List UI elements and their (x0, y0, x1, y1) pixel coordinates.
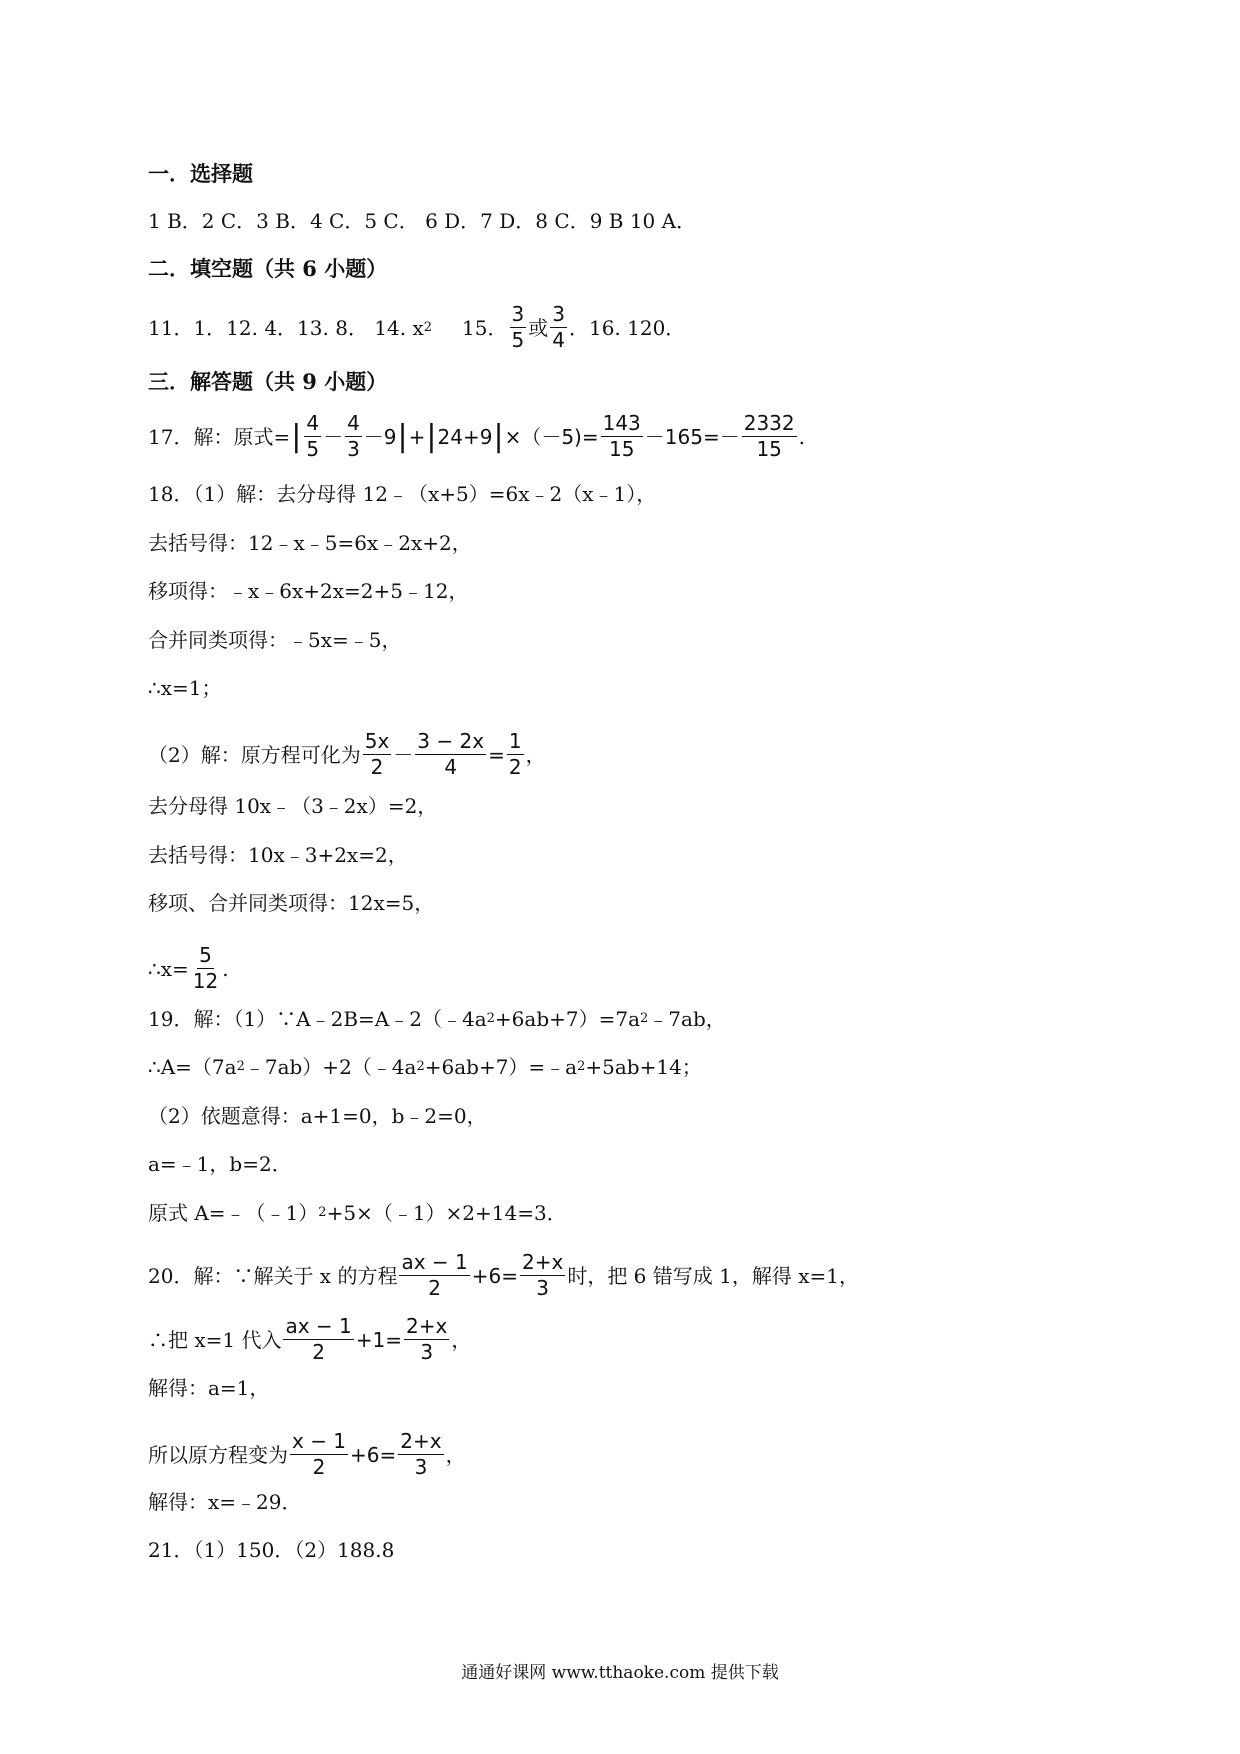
fraction: $\frac{1}{2}$ (508, 729, 522, 779)
abs-bar: | (291, 418, 302, 454)
q19-line-5: 原式 A=﹣（﹣1） 2 +5×（﹣1）×2+14=3． (148, 1201, 567, 1225)
q19-line-1: 19．解：（1）∵A﹣2B=A﹣2（﹣4a 2 +6ab+7）=7a 2 ﹣7ab， (148, 1007, 726, 1031)
q19-line-2: ∴A=（7a 2 ﹣7ab）+2（﹣4a 2 +6ab+7）=﹣a 2 +5ab+14； (148, 1055, 702, 1079)
section3-title: 三．解答题（共 9 小题） (148, 369, 388, 394)
q20-line-3: 解得：a=1， (148, 1376, 270, 1400)
q17-solution: 17．解：原式= | $\frac{4}{5}$ － $\frac{4}{3}$ －9 | + | 24+9 | ×（－5)= $\frac{143}{15}$ －165=－ $\frac{2332}{15}$ . (148, 411, 805, 461)
q20-line-4: 所以原方程变为 $\frac{x - 1}{2}$ +6= $\frac{2+x}{3}$ ， (148, 1429, 466, 1479)
q18-line-6: （2）解：原方程可化为 $\frac{5x}{2}$ － $\frac{3 - 2x}{4}$ = $\frac{1}{2}$ ， (148, 729, 546, 779)
fraction: $\frac{2+x}{3}$ (522, 1250, 564, 1300)
fraction: $\frac{3}{5}$ (511, 302, 525, 352)
fraction: $\frac{4}{5}$ (306, 411, 320, 461)
q20-line-2: ∴把 x=1 代入 $\frac{ax - 1}{2}$ +1= $\frac{2+x}{3}$ ， (148, 1314, 472, 1364)
q20-line-1: 20．解：∵解关于 x 的方程 $\frac{ax - 1}{2}$ +6= $\frac{2+x}{3}$ 时，把 6 错写成 1，解得 x=1， (148, 1250, 859, 1300)
fraction: $\frac{4}{3}$ (347, 411, 360, 461)
q18-line-7: 去分母得 10x﹣（3﹣2x）=2， (148, 794, 438, 818)
fraction: $\frac{3}{4}$ (552, 302, 565, 352)
fraction: $\frac{5x}{2}$ (364, 729, 390, 779)
q21-answer: 21．（1）150．（2）188.8 (148, 1538, 395, 1562)
fraction: $\frac{3 - 2x}{4}$ (417, 729, 485, 779)
fraction: $\frac{ax - 1}{2}$ (285, 1314, 352, 1364)
section2-title: 二．填空题（共 6 小题） (148, 256, 388, 281)
q18-line-3: 移项得：﹣x﹣6x+2x=2+5﹣12， (148, 579, 469, 603)
section1-answers: 1 B．2 C．3 B．4 C．5 C． 6 D．7 D．8 C．9 B 10 A． (148, 209, 697, 233)
section1-title: 一．选择题 (148, 161, 253, 186)
section2-answers: 11．1．12. 4．13. 8． 14. x 2 15． $\frac{3}{5}$ 或 $\frac{3}{4}$ ．16. 120． (148, 302, 686, 352)
q18-line-1: 18．（1）解：去分母得 12﹣（x+5）=6x﹣2（x﹣1）， (148, 482, 657, 506)
q18-line-9: 移项、合并同类项得：12x=5， (148, 891, 435, 915)
q18-line-2: 去括号得：12﹣x﹣5=6x﹣2x+2， (148, 531, 472, 555)
fraction: $\frac{2+x}{3}$ (406, 1314, 448, 1364)
q19-line-3: （2）依题意得：a+1=0，b﹣2=0， (148, 1104, 487, 1128)
fraction: $\frac{2332}{15}$ (743, 411, 795, 461)
fraction: $\frac{143}{15}$ (602, 411, 641, 461)
fraction: $\frac{5}{12}$ (192, 943, 219, 993)
abs-bar: | (426, 418, 437, 454)
q20-line-5: 解得：x=﹣29． (148, 1490, 302, 1514)
q18-line-10: ∴x= $\frac{5}{12}$ . (148, 943, 229, 993)
abs-bar: | (397, 418, 408, 454)
page-footer: 通通好课网 www.tthaoke.com 提供下载 (461, 1663, 779, 1683)
fraction: $\frac{x - 1}{2}$ (292, 1429, 347, 1479)
q18-line-8: 去括号得：10x﹣3+2x=2， (148, 843, 408, 867)
q18-line-5: ∴x=1； (148, 676, 222, 700)
q19-line-4: a=﹣1，b=2． (148, 1152, 292, 1176)
fraction: $\frac{2+x}{3}$ (400, 1429, 442, 1479)
abs-bar: | (493, 418, 504, 454)
fraction: $\frac{ax - 1}{2}$ (401, 1250, 468, 1300)
q18-line-4: 合并同类项得：﹣5x=﹣5， (148, 628, 402, 652)
